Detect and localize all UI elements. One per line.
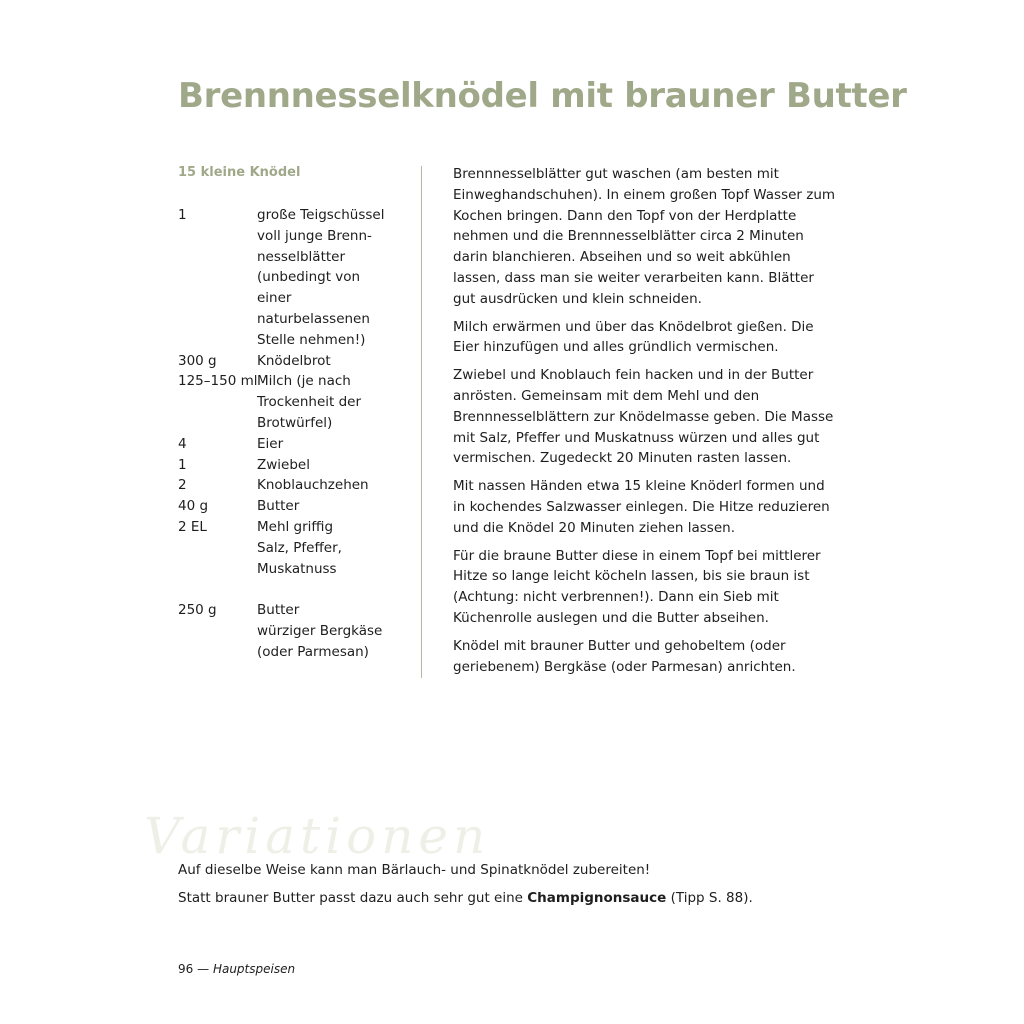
ingredient-row	[178, 538, 408, 580]
variations-heading: Variationen	[144, 807, 491, 865]
step-paragraph: Knödel mit brauner Butter und gehobeltem (oder geriebenem) Bergkäse (oder Parmesan) anrichten.	[453, 637, 796, 675]
sauce-reference: Champignonsauce	[527, 889, 667, 906]
ingredient-row	[178, 455, 408, 476]
ingredient-name: Knödelbrot	[257, 352, 331, 369]
ingredient-quantity: 40 g	[178, 498, 209, 515]
ingredient-name: Eier	[257, 435, 284, 452]
footer-separator: —	[197, 962, 210, 976]
preparation-steps	[453, 164, 838, 684]
ingredient-row	[178, 434, 408, 455]
ingredient-row	[178, 371, 408, 433]
ingredient-row	[178, 621, 408, 663]
step-paragraph: Mit nassen Händen etwa 15 kleine Knöderl formen und in kochendes Salzwasser einlegen. Die Hitze reduzieren und die Knödel 20 Minuten ziehen lassen.	[453, 478, 830, 536]
ingredient-name: Knoblauchzehen	[257, 477, 369, 494]
ingredient-name: Butter	[257, 498, 300, 515]
ingredient-quantity: 2	[178, 477, 187, 494]
recipe-yield: 15 kleine Knödel	[178, 165, 301, 180]
ingredient-row	[178, 205, 408, 351]
step-paragraph: Zwiebel und Knoblauch fein hacken und in der Butter anrösten. Gemeinsam mit dem Mehl und den Brennnesselblättern zur Knödelmasse geben. Die Masse mit Salz, Pfeffer und Muskatnuss würzen und alles gut vermischen. Zugedeckt 20 Minuten rasten lassen.	[453, 367, 834, 467]
ingredient-quantity: 125–150 ml	[178, 373, 258, 390]
variation-line: Auf dieselbe Weise kann man Bärlauch- und Spinatknödel zubereiten!	[178, 862, 651, 878]
ingredient-quantity: 1	[178, 207, 187, 223]
variation-line	[178, 888, 858, 909]
step-paragraph: Für die braune Butter diese in einem Topf bei mittlerer Hitze so lange leicht köcheln lassen, bis sie braun ist (Achtung: nicht verbrennen!). Dann ein Sieb mit Küchenrolle auslegen und die Butter abseihen.	[453, 547, 821, 626]
recipe-title: Brennnesselknödel mit brauner Butter	[178, 76, 907, 116]
ingredient-quantity: 1	[178, 456, 187, 473]
ingredient-name: Milch (je nach Trockenheit der Brotwürfel)	[257, 373, 362, 431]
page-number: 96	[178, 962, 194, 976]
ingredient-quantity: 2 EL	[178, 518, 207, 535]
section-name: Hauptspeisen	[212, 962, 296, 976]
ingredient-row	[178, 351, 408, 372]
page-footer	[178, 962, 295, 976]
variation-text: Statt brauner Butter passt dazu auch sehr gut eine	[178, 889, 528, 906]
ingredient-name: große Teigschüssel voll junge Brennnesselblätter (unbedingt von einer naturbelassenen Stelle nehmen!)	[257, 207, 385, 348]
ingredient-name: Salz, Pfeffer, Muskatnuss	[257, 539, 342, 577]
ingredient-row	[178, 475, 408, 496]
ingredient-row	[178, 600, 408, 621]
ingredient-row	[178, 517, 408, 538]
step-paragraph: Milch erwärmen und über das Knödelbrot gießen. Die Eier hinzufügen und alles gründlich vermischen.	[453, 318, 814, 356]
variation-text: (Tipp S. 88).	[666, 889, 753, 906]
ingredient-quantity	[178, 621, 257, 663]
ingredient-quantity: 4	[178, 435, 187, 452]
ingredient-list	[178, 205, 408, 663]
ingredient-quantity: 300 g	[178, 352, 217, 369]
step-paragraph: Brennnesselblätter gut waschen (am besten mit Einweghandschuhen). In einem großen Topf Wasser zum Kochen bringen. Dann den Topf von der Herdplatte nehmen und die Brennnesselblätter circa 2 Minuten darin blanchieren. Abseihen und so weit abkühlen lassen, dass man sie weiter verarbeiten kann. Blätter gut ausdrücken und klein schneiden.	[453, 166, 836, 307]
ingredient-name: Mehl griffig	[257, 518, 334, 535]
ingredient-name: würziger Bergkäse (oder Parmesan)	[257, 622, 383, 660]
ingredient-name: Zwiebel	[257, 456, 310, 473]
column-divider	[421, 166, 422, 678]
ingredient-row	[178, 496, 408, 517]
ingredient-quantity	[178, 538, 257, 580]
ingredient-quantity: 250 g	[178, 602, 217, 619]
variations-section	[178, 860, 858, 916]
ingredient-name: Butter	[257, 602, 300, 619]
